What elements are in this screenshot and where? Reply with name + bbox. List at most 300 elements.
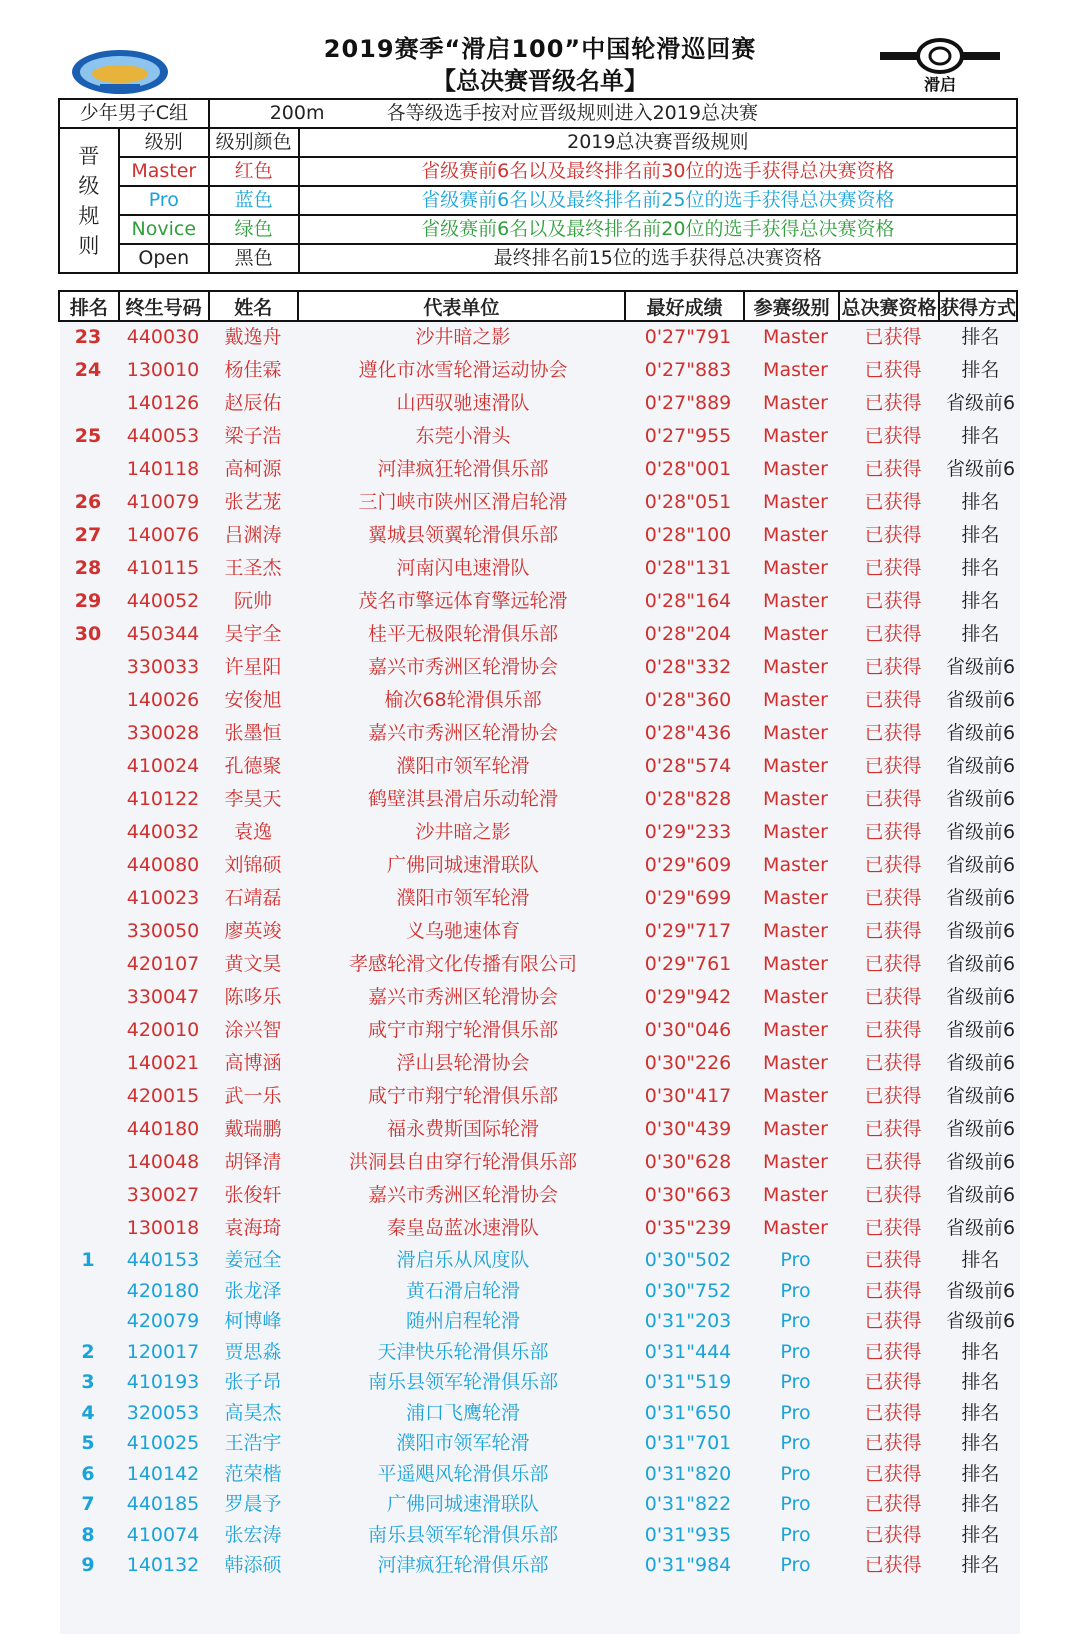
level-master-color: 红色 (209, 157, 299, 186)
qualification-cell: 已获得 (864, 1249, 922, 1271)
qualification-cell: 已获得 (864, 953, 922, 975)
method-cell: 省级前6 (945, 887, 1016, 909)
method-cell: 省级前6 (945, 1184, 1016, 1206)
level-pro-color: 蓝色 (209, 186, 299, 215)
qualification-cell: 已获得 (864, 590, 922, 612)
qualification-cell: 已获得 (864, 1340, 922, 1363)
team-cell: 东莞小滑头 (415, 425, 511, 447)
team-cell: 嘉兴市秀洲区轮滑协会 (367, 986, 558, 1008)
table-row (58, 1428, 1018, 1459)
team-cell: 河津疯狂轮滑俱乐部 (377, 1554, 549, 1576)
method-cell: 省级前6 (945, 458, 1016, 480)
method-cell: 省级前6 (945, 689, 1016, 711)
rank-cell: 26 (74, 491, 102, 513)
qualification-cell: 已获得 (864, 821, 922, 843)
id-cell: 440153 (126, 1249, 200, 1271)
time-cell: 0'29"699 (644, 887, 732, 909)
time-cell: 0'29"609 (644, 854, 732, 876)
method-cell: 排名 (961, 1462, 1000, 1485)
rank-cell: 27 (74, 524, 102, 546)
method-cell: 省级前6 (945, 953, 1016, 975)
id-cell: 440032 (126, 821, 200, 843)
name-cell: 范荣楷 (224, 1462, 282, 1485)
qualification-cell: 已获得 (864, 755, 922, 777)
col-rank: 排名 (59, 291, 119, 321)
level-cell: Master (763, 1085, 828, 1107)
level-cell: Master (763, 1217, 828, 1239)
name-cell: 吴宇全 (224, 623, 282, 645)
name-cell: 张俊轩 (224, 1184, 282, 1206)
method-cell: 省级前6 (945, 1019, 1016, 1041)
team-cell: 濮阳市领军轮滑 (396, 1432, 530, 1454)
col-qual: 总决赛资格 (839, 291, 939, 321)
qualification-cell: 已获得 (864, 1493, 922, 1515)
level-cell: Pro (780, 1432, 811, 1454)
table-row (58, 585, 1018, 618)
id-cell: 420010 (126, 1019, 200, 1041)
method-cell: 排名 (961, 1401, 1000, 1424)
table-row (58, 948, 1018, 981)
team-cell: 黄石滑启轮滑 (405, 1279, 520, 1302)
qualification-cell: 已获得 (864, 689, 922, 711)
rank-cell: 23 (74, 326, 102, 348)
time-cell: 0'31"701 (644, 1432, 732, 1454)
team-cell: 随州启程轮滑 (405, 1310, 520, 1332)
name-cell: 戴瑞鹏 (224, 1118, 282, 1140)
level-cell: Pro (780, 1493, 811, 1515)
method-cell: 省级前6 (945, 854, 1016, 876)
qualification-cell: 已获得 (864, 722, 922, 744)
time-cell: 0'30"502 (644, 1249, 732, 1271)
time-cell: 0'29"761 (644, 953, 732, 975)
rules-side-label: 晋 级 规 则 (59, 128, 119, 273)
level-cell: Master (763, 854, 828, 876)
level-header: 级别 (119, 128, 209, 157)
time-cell: 0'28"051 (644, 491, 732, 513)
team-cell: 三门峡市陕州区滑启轮滑 (358, 491, 568, 513)
table-row (58, 750, 1018, 783)
name-cell: 张龙泽 (224, 1279, 282, 1302)
team-cell: 义乌驰速体育 (405, 920, 520, 942)
id-cell: 140142 (126, 1462, 200, 1485)
level-pro: Pro (119, 186, 209, 215)
method-cell: 省级前6 (945, 1310, 1016, 1332)
level-cell: Pro (780, 1523, 811, 1546)
level-cell: Pro (780, 1279, 811, 1302)
table-row (58, 1245, 1018, 1276)
team-cell: 沙井暗之影 (415, 821, 511, 843)
name-cell: 罗晨予 (224, 1493, 282, 1515)
table-row (58, 1014, 1018, 1047)
name-cell: 廖英竣 (224, 920, 282, 942)
qualification-cell: 已获得 (864, 623, 922, 645)
time-cell: 0'28"001 (644, 458, 732, 480)
id-cell: 420079 (126, 1310, 200, 1332)
id-cell: 320053 (126, 1401, 200, 1424)
level-cell: Master (763, 887, 828, 909)
time-cell: 0'30"417 (644, 1085, 732, 1107)
level-cell: Master (763, 524, 828, 546)
table-row (58, 717, 1018, 750)
id-cell: 420180 (126, 1279, 200, 1302)
brand-logo-text: 滑启 (923, 75, 957, 94)
name-cell: 袁逸 (233, 821, 272, 843)
time-cell: 0'29"233 (644, 821, 732, 843)
qualification-cell: 已获得 (864, 854, 922, 876)
id-cell: 330033 (126, 656, 200, 678)
level-cell: Master (763, 788, 828, 810)
qualification-cell: 已获得 (864, 1085, 922, 1107)
id-cell: 140118 (126, 458, 200, 480)
table-row (58, 981, 1018, 1014)
rule-note: 各等级选手按对应晋级规则进入2019总决赛 (386, 102, 758, 124)
team-cell: 嘉兴市秀洲区轮滑协会 (367, 722, 558, 744)
qualification-cell: 已获得 (864, 491, 922, 513)
level-open: Open (119, 244, 209, 273)
level-pro-rule: 省级赛前6名以及最终排名前25位的选手获得总决赛资格 (299, 186, 1017, 215)
team-cell: 河南闪电速滑队 (396, 557, 530, 579)
qualification-cell: 已获得 (864, 1184, 922, 1206)
rank-cell: 25 (74, 425, 102, 447)
level-cell: Master (763, 986, 828, 1008)
time-cell: 0'28"100 (644, 524, 732, 546)
level-cell: Master (763, 1118, 828, 1140)
level-cell: Master (763, 392, 828, 414)
id-cell: 130010 (126, 359, 200, 381)
name-cell: 韩添硕 (224, 1554, 282, 1576)
table-row (58, 1080, 1018, 1113)
table-row (58, 354, 1018, 387)
method-cell: 排名 (961, 1432, 1000, 1454)
level-cell: Pro (780, 1401, 811, 1424)
name-cell: 姜冠全 (224, 1249, 282, 1271)
name-cell: 黄文昊 (224, 953, 282, 975)
method-cell: 省级前6 (945, 656, 1016, 678)
level-cell: Master (763, 722, 828, 744)
id-cell: 420107 (126, 953, 200, 975)
table-row (58, 420, 1018, 453)
time-cell: 0'28"360 (644, 689, 732, 711)
level-novice-color: 绿色 (209, 215, 299, 244)
team-cell: 广佛同城速滑联队 (386, 854, 539, 876)
id-cell: 410024 (126, 755, 200, 777)
table-row (58, 1337, 1018, 1368)
table-row (58, 1367, 1018, 1398)
level-master: Master (119, 157, 209, 186)
team-cell: 咸宁市翔宁轮滑俱乐部 (367, 1085, 558, 1107)
qualification-cell: 已获得 (864, 1279, 922, 1302)
level-cell: Master (763, 590, 828, 612)
method-cell: 排名 (961, 1371, 1000, 1393)
table-row (58, 453, 1018, 486)
method-cell: 省级前6 (945, 1279, 1016, 1302)
level-cell: Pro (780, 1371, 811, 1393)
time-cell: 0'29"717 (644, 920, 732, 942)
level-cell: Master (763, 359, 828, 381)
page-title: 2019赛季“滑启100”中国轮滑巡回赛 (323, 35, 757, 63)
level-color-header: 级别颜色 (209, 128, 299, 157)
qualification-cell: 已获得 (864, 887, 922, 909)
id-cell: 410025 (126, 1432, 200, 1454)
qualification-cell: 已获得 (864, 1371, 922, 1393)
col-level: 参赛级别 (744, 291, 839, 321)
name-cell: 王浩宇 (224, 1432, 282, 1454)
team-cell: 沙井暗之影 (415, 326, 511, 348)
id-cell: 410115 (126, 557, 200, 579)
page-subtitle: 【总决赛晋级名单】 (432, 67, 648, 95)
time-cell: 0'28"332 (644, 656, 732, 678)
rank-cell: 9 (81, 1554, 95, 1576)
rank-cell: 3 (81, 1371, 95, 1393)
level-cell: Master (763, 755, 828, 777)
table-row (58, 1146, 1018, 1179)
group-label: 少年男子C组 (59, 99, 209, 128)
qualification-cell: 已获得 (864, 1118, 922, 1140)
qualification-cell: 已获得 (864, 1052, 922, 1074)
team-cell: 南乐县领军轮滑俱乐部 (367, 1523, 558, 1546)
id-cell: 140076 (126, 524, 200, 546)
qualification-cell: 已获得 (864, 458, 922, 480)
name-cell: 高博涵 (224, 1052, 282, 1074)
level-cell: Master (763, 557, 828, 579)
rank-cell: 29 (74, 590, 102, 612)
level-cell: Pro (780, 1310, 811, 1332)
level-cell: Master (763, 821, 828, 843)
method-cell: 省级前6 (945, 788, 1016, 810)
time-cell: 0'31"444 (644, 1340, 732, 1363)
method-cell: 排名 (961, 623, 1000, 645)
id-cell: 330027 (126, 1184, 200, 1206)
table-row (58, 882, 1018, 915)
id-cell: 130018 (126, 1217, 200, 1239)
name-cell: 李昊天 (224, 788, 282, 810)
id-cell: 330028 (126, 722, 200, 744)
rules-table (58, 98, 1018, 274)
time-cell: 0'28"131 (644, 557, 732, 579)
id-cell: 440030 (126, 326, 200, 348)
col-name: 姓名 (209, 291, 298, 321)
team-cell: 濮阳市领军轮滑 (396, 755, 530, 777)
table-row (58, 1398, 1018, 1429)
team-cell: 天津快乐轮滑俱乐部 (377, 1340, 549, 1363)
method-cell: 排名 (961, 1249, 1000, 1271)
time-cell: 0'31"650 (644, 1401, 732, 1424)
qualification-cell: 已获得 (864, 524, 922, 546)
time-cell: 0'30"226 (644, 1052, 732, 1074)
time-cell: 0'27"883 (644, 359, 732, 381)
level-cell: Master (763, 920, 828, 942)
level-cell: Master (763, 326, 828, 348)
id-cell: 440053 (126, 425, 200, 447)
id-cell: 410023 (126, 887, 200, 909)
name-cell: 张子昂 (224, 1371, 282, 1393)
level-cell: Pro (780, 1340, 811, 1363)
level-novice-rule: 省级赛前6名以及最终排名前20位的选手获得总决赛资格 (299, 215, 1017, 244)
association-logo-icon (70, 48, 170, 96)
method-cell: 省级前6 (945, 986, 1016, 1008)
rank-cell: 2 (81, 1340, 95, 1363)
level-cell: Master (763, 425, 828, 447)
method-cell: 省级前6 (945, 1217, 1016, 1239)
id-cell: 140048 (126, 1151, 200, 1173)
distance-label: 200m (269, 102, 325, 124)
time-cell: 0'31"935 (644, 1523, 732, 1546)
time-cell: 0'28"164 (644, 590, 732, 612)
table-row (58, 651, 1018, 684)
name-cell: 胡铎清 (224, 1151, 282, 1173)
level-open-rule: 最终排名前15位的选手获得总决赛资格 (299, 244, 1017, 273)
level-cell: Master (763, 1019, 828, 1041)
table-row (58, 915, 1018, 948)
method-cell: 排名 (961, 1523, 1000, 1546)
team-cell: 咸宁市翔宁轮滑俱乐部 (367, 1019, 558, 1041)
qualification-cell: 已获得 (864, 986, 922, 1008)
name-cell: 袁海琦 (224, 1217, 282, 1239)
team-cell: 濮阳市领军轮滑 (396, 887, 530, 909)
qualification-cell: 已获得 (864, 788, 922, 810)
name-cell: 贾思淼 (224, 1340, 282, 1363)
name-cell: 王圣杰 (224, 557, 282, 579)
brand-logo-icon (880, 38, 1000, 96)
table-row (58, 684, 1018, 717)
level-master-rule: 省级赛前6名以及最终排名前30位的选手获得总决赛资格 (299, 157, 1017, 186)
time-cell: 0'30"046 (644, 1019, 732, 1041)
team-cell: 茂名市擎远体育擎远轮滑 (358, 590, 568, 612)
qualification-cell: 已获得 (864, 326, 922, 348)
id-cell: 140026 (126, 689, 200, 711)
col-time: 最好成绩 (625, 291, 744, 321)
method-cell: 排名 (961, 326, 1000, 348)
team-cell: 秦皇岛蓝冰速滑队 (386, 1217, 539, 1239)
table-row (58, 1489, 1018, 1520)
time-cell: 0'28"574 (644, 755, 732, 777)
time-cell: 0'28"204 (644, 623, 732, 645)
level-cell: Master (763, 689, 828, 711)
level-cell: Master (763, 953, 828, 975)
table-row (58, 1520, 1018, 1551)
name-cell: 高昊杰 (224, 1401, 282, 1424)
team-cell: 嘉兴市秀洲区轮滑协会 (367, 1184, 558, 1206)
name-cell: 梁子浩 (224, 425, 282, 447)
team-cell: 鹤壁淇县滑启乐动轮滑 (367, 788, 558, 810)
rank-cell: 4 (81, 1401, 95, 1424)
method-cell: 排名 (961, 557, 1000, 579)
name-cell: 孔德聚 (224, 755, 282, 777)
method-cell: 省级前6 (945, 1118, 1016, 1140)
time-cell: 0'28"828 (644, 788, 732, 810)
time-cell: 0'30"439 (644, 1118, 732, 1140)
method-cell: 省级前6 (945, 821, 1016, 843)
table-row (58, 1212, 1018, 1245)
table-row (58, 1459, 1018, 1490)
id-cell: 330050 (126, 920, 200, 942)
id-cell: 120017 (126, 1340, 200, 1363)
id-cell: 440180 (126, 1118, 200, 1140)
id-cell: 140132 (126, 1554, 200, 1576)
id-cell: 420015 (126, 1085, 200, 1107)
distance-note (209, 99, 1017, 128)
name-cell: 赵辰佑 (224, 392, 282, 414)
rank-cell: 6 (81, 1462, 95, 1485)
team-cell: 平遥飓风轮滑俱乐部 (377, 1462, 549, 1485)
level-open-color: 黑色 (209, 244, 299, 273)
time-cell: 0'31"820 (644, 1462, 732, 1485)
qualification-cell: 已获得 (864, 1523, 922, 1546)
method-cell: 省级前6 (945, 755, 1016, 777)
qualification-cell: 已获得 (864, 1217, 922, 1239)
time-cell: 0'30"752 (644, 1279, 732, 1302)
rank-cell: 5 (81, 1432, 95, 1454)
table-row (58, 1306, 1018, 1337)
id-cell: 450344 (126, 623, 200, 645)
name-cell: 陈哆乐 (224, 986, 282, 1008)
time-cell: 0'31"822 (644, 1493, 732, 1515)
qualification-cell: 已获得 (864, 1462, 922, 1485)
method-cell: 省级前6 (945, 722, 1016, 744)
rank-cell: 1 (81, 1249, 95, 1271)
qualification-cell: 已获得 (864, 425, 922, 447)
name-cell: 柯博峰 (224, 1310, 282, 1332)
name-cell: 许星阳 (224, 656, 282, 678)
id-cell: 440080 (126, 854, 200, 876)
team-cell: 山西驭驰速滑队 (396, 392, 530, 414)
level-cell: Pro (780, 1554, 811, 1576)
level-cell: Master (763, 1151, 828, 1173)
qualification-cell: 已获得 (864, 557, 922, 579)
level-cell: Master (763, 1052, 828, 1074)
team-cell: 南乐县领军轮滑俱乐部 (367, 1371, 558, 1393)
team-cell: 浮山县轮滑协会 (396, 1052, 530, 1074)
level-cell: Master (763, 491, 828, 513)
team-cell: 遵化市冰雪轮滑运动协会 (358, 359, 568, 381)
team-cell: 桂平无极限轮滑俱乐部 (367, 623, 558, 645)
team-cell: 榆次68轮滑俱乐部 (384, 689, 542, 711)
time-cell: 0'30"628 (644, 1151, 732, 1173)
qualification-cell: 已获得 (864, 656, 922, 678)
method-cell: 排名 (961, 590, 1000, 612)
level-cell: Master (763, 623, 828, 645)
team-cell: 翼城县领翼轮滑俱乐部 (367, 524, 558, 546)
time-cell: 0'31"519 (644, 1371, 732, 1393)
team-cell: 浦口飞鹰轮滑 (405, 1401, 520, 1424)
method-cell: 排名 (961, 1340, 1000, 1363)
id-cell: 440052 (126, 590, 200, 612)
rank-cell: 24 (74, 359, 102, 381)
method-cell: 排名 (961, 491, 1000, 513)
id-cell: 140021 (126, 1052, 200, 1074)
name-cell: 张艺茏 (224, 491, 282, 513)
name-cell: 吕渊涛 (224, 524, 282, 546)
table-row (58, 1047, 1018, 1080)
qualification-cell: 已获得 (864, 359, 922, 381)
team-cell: 嘉兴市秀洲区轮滑协会 (367, 656, 558, 678)
qualification-cell: 已获得 (864, 1019, 922, 1041)
table-row (58, 1179, 1018, 1212)
table-row (58, 552, 1018, 585)
level-cell: Master (763, 1184, 828, 1206)
id-cell: 410074 (126, 1523, 200, 1546)
method-cell: 排名 (961, 524, 1000, 546)
col-team: 代表单位 (298, 291, 625, 321)
table-row (58, 849, 1018, 882)
level-novice: Novice (119, 215, 209, 244)
table-row (58, 618, 1018, 651)
table-row (58, 1113, 1018, 1146)
method-cell: 排名 (961, 1554, 1000, 1576)
table-row (58, 1550, 1018, 1581)
time-cell: 0'27"955 (644, 425, 732, 447)
method-cell: 排名 (961, 359, 1000, 381)
